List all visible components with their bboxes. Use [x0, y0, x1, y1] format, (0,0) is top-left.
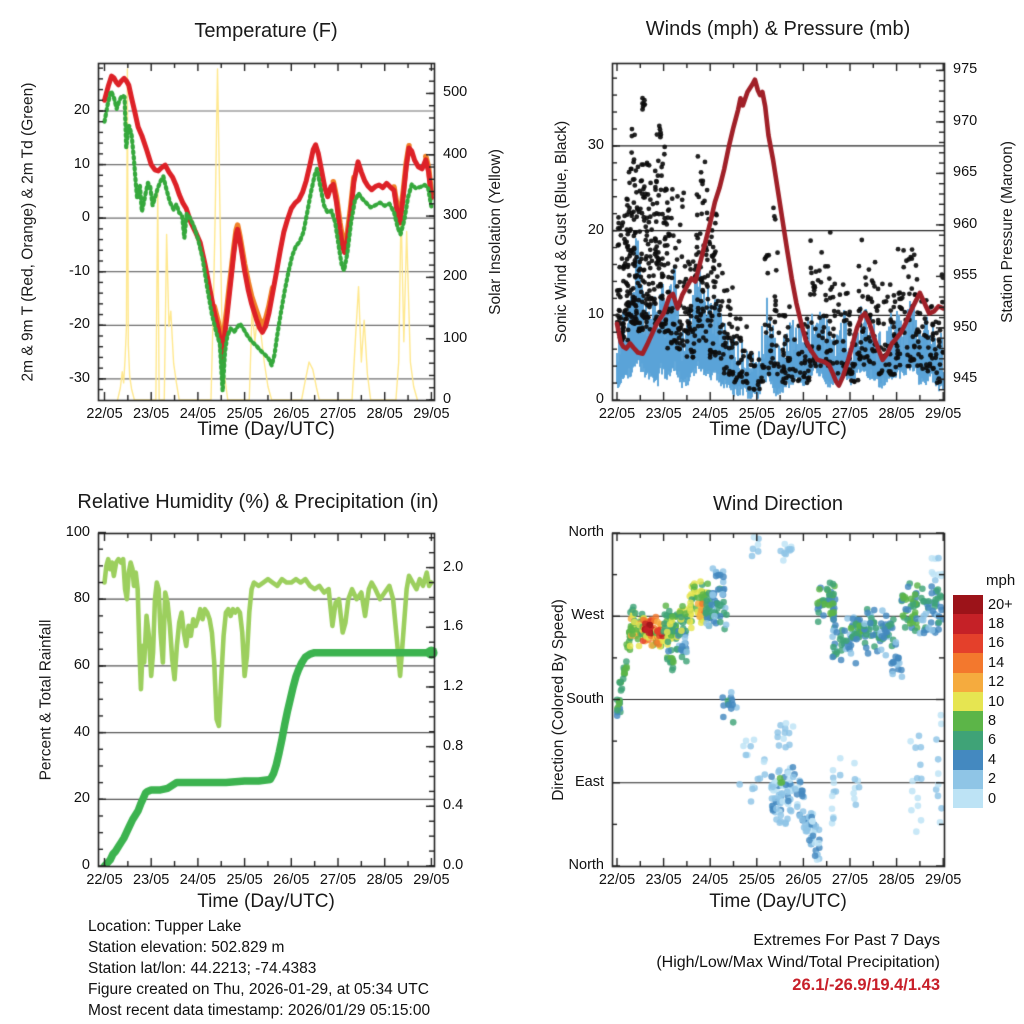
chart-title-wind-direction: Wind Direction [712, 493, 844, 515]
colorbar-segment [953, 789, 983, 808]
x-tick-label: 22/05 [86, 872, 123, 888]
x-axis-label-direction: Time (Day/UTC) [709, 891, 847, 912]
colorbar-title: mph [986, 572, 1016, 589]
x-tick-label: 26/05 [273, 872, 310, 888]
y-tick-label-temp: 0 [81, 209, 90, 226]
y-tick-label-percent: 60 [73, 656, 90, 673]
footer-timestamp: Most recent data timestamp: 2026/01/29 05:15:00 [88, 1002, 431, 1019]
extremes-line1: Extremes For Past 7 Days [753, 932, 940, 949]
colorbar-label: 4 [988, 751, 997, 768]
y-tick-label-pressure: 970 [953, 112, 978, 129]
colorbar-segment [953, 731, 983, 750]
y-tick-label-direction: North [568, 524, 604, 540]
x-tick-label: 24/05 [692, 406, 729, 422]
y-tick-label-temp: -30 [69, 369, 90, 386]
y-tick-label-solar: 100 [443, 329, 468, 346]
colorbar-segment [953, 614, 983, 633]
y-axis-label-rh-left [34, 533, 58, 866]
y-tick-label-temp: -10 [69, 262, 90, 279]
y-axis-label-temp-left [16, 63, 40, 400]
x-tick-label: 23/05 [133, 872, 170, 888]
y-tick-label-percent: 0 [81, 857, 90, 873]
y-tick-label-percent: 100 [65, 523, 90, 540]
extremes-values: 26.1/-26.9/19.4/1.43 [792, 976, 940, 994]
y-tick-label-rain: 0.0 [443, 857, 464, 873]
x-tick-label: 25/05 [226, 406, 263, 422]
colorbar-segment [953, 692, 983, 711]
y-tick-label-solar: 0 [443, 391, 452, 407]
colorbar-segment [953, 673, 983, 692]
x-tick-label: 24/05 [179, 406, 217, 422]
y-tick-label-pressure: 945 [953, 370, 978, 387]
x-tick-label: 24/05 [692, 872, 729, 888]
y-tick-label-solar: 500 [443, 84, 468, 101]
colorbar-segment [953, 711, 983, 730]
x-tick-label: 25/05 [738, 872, 775, 888]
x-tick-label: 29/05 [925, 872, 962, 888]
y-tick-label-percent: 40 [73, 723, 90, 740]
y-tick-label-solar: 200 [443, 268, 468, 285]
x-axis-label-rh: Time (Day/UTC) [197, 891, 335, 912]
x-axis-label-temperature: Time (Day/UTC) [197, 419, 335, 440]
y-axis-label-rh-left-text: Percent & Total Rainfall [37, 619, 55, 780]
chart-title-temperature: Temperature (F) [194, 20, 338, 42]
y-tick-label-pressure: 965 [953, 164, 978, 181]
colorbar [953, 595, 983, 808]
y-tick-label-pressure: 975 [953, 61, 978, 78]
x-tick-label: 29/05 [413, 406, 450, 422]
y-tick-label-solar: 300 [443, 207, 468, 224]
colorbar-label: 6 [988, 732, 997, 749]
x-tick-label: 24/05 [179, 872, 217, 888]
x-tick-label: 26/05 [785, 872, 822, 888]
footer-location: Location: Tupper Lake [88, 918, 242, 935]
x-tick-label: 26/05 [273, 406, 310, 422]
x-tick-label: 29/05 [413, 872, 450, 888]
y-axis-label-pressure-right [996, 63, 1020, 400]
x-tick-label: 22/05 [598, 872, 636, 888]
x-tick-label: 27/05 [319, 406, 357, 422]
y-tick-label-solar: 400 [443, 145, 468, 162]
colorbar-segment [953, 750, 983, 769]
x-tick-label: 29/05 [925, 406, 962, 422]
footer-created: Figure created on Thu, 2026-01-29, at 05:34 UTC [88, 981, 429, 998]
colorbar-label: 2 [988, 771, 997, 788]
y-axis-label-wind-left-text: Sonic Wind & Gust (Blue, Black) [553, 120, 570, 343]
y-tick-label-direction: West [571, 607, 604, 624]
y-tick-label-wind: 0 [595, 391, 604, 407]
y-tick-label-wind: 30 [587, 136, 604, 153]
x-tick-label: 28/05 [878, 406, 915, 422]
y-tick-label-rain: 1.6 [443, 618, 464, 635]
y-tick-label-pressure: 960 [953, 215, 978, 232]
y-tick-label-wind: 10 [587, 306, 604, 323]
chart-title-winds-pressure: Winds (mph) & Pressure (mb) [645, 18, 911, 40]
y-tick-label-temp: 10 [73, 155, 90, 172]
x-tick-label: 25/05 [738, 406, 775, 422]
y-tick-label-temp: 20 [73, 102, 90, 118]
colorbar-label: 14 [988, 654, 1005, 671]
y-axis-label-solar-right [484, 63, 508, 400]
station-footer [88, 916, 430, 1021]
colorbar-label: 8 [988, 712, 997, 729]
chart-title-rh-precip: Relative Humidity (%) & Precipitation (in) [77, 491, 439, 513]
footer-latlon: Station lat/lon: 44.2213; -74.4383 [88, 960, 317, 977]
y-tick-label-rain: 2.0 [443, 558, 464, 575]
y-tick-label-rain: 0.8 [443, 737, 464, 754]
x-tick-label: 22/05 [86, 406, 123, 422]
x-tick-label: 28/05 [878, 872, 915, 888]
y-tick-label-percent: 80 [73, 590, 90, 607]
extremes-block [656, 930, 940, 996]
y-tick-label-temp: -20 [69, 316, 90, 333]
y-tick-label-direction: East [574, 773, 604, 790]
colorbar-label: 0 [988, 790, 997, 807]
y-tick-label-wind: 20 [587, 221, 604, 238]
x-tick-label: 23/05 [133, 406, 170, 422]
x-tick-label: 27/05 [831, 872, 869, 888]
x-axis-label-winds: Time (Day/UTC) [709, 419, 847, 440]
colorbar-label: 20+ [988, 596, 1013, 613]
y-axis-label-pressure-right-text: Station Pressure (Maroon) [999, 140, 1016, 323]
extremes-line2: (High/Low/Max Wind/Total Precipitation) [656, 954, 940, 971]
colorbar-segment [953, 634, 983, 653]
x-tick-label: 23/05 [645, 406, 682, 422]
y-tick-label-pressure: 950 [953, 318, 978, 335]
colorbar-label: 10 [988, 693, 1005, 710]
x-tick-label: 25/05 [226, 872, 263, 888]
x-tick-label: 28/05 [366, 872, 403, 888]
y-axis-label-direction-left-text: Direction (Colored By Speed) [550, 598, 567, 801]
x-tick-label: 27/05 [831, 406, 869, 422]
y-tick-label-percent: 20 [73, 790, 90, 807]
x-tick-label: 28/05 [366, 406, 403, 422]
colorbar-label: 16 [988, 635, 1005, 652]
y-tick-label-direction: South [566, 690, 604, 707]
y-tick-label-pressure: 955 [953, 267, 978, 284]
x-tick-label: 22/05 [598, 406, 636, 422]
y-tick-label-rain: 0.4 [443, 797, 464, 814]
colorbar-segment [953, 770, 983, 789]
colorbar-segment [953, 595, 983, 614]
x-tick-label: 23/05 [645, 872, 682, 888]
y-axis-label-temp-left-text: 2m & 9m T (Red, Orange) & 2m Td (Green) [19, 82, 37, 381]
colorbar-segment [953, 653, 983, 672]
footer-elevation: Station elevation: 502.829 m [88, 939, 285, 956]
colorbar-label: 12 [988, 674, 1005, 691]
y-tick-label-rain: 1.2 [443, 677, 464, 694]
colorbar-label: 18 [988, 615, 1005, 632]
y-tick-label-direction: North [568, 857, 604, 873]
x-tick-label: 26/05 [785, 406, 822, 422]
y-axis-label-solar-right-text: Solar Insolation (Yellow) [487, 148, 504, 315]
x-tick-label: 27/05 [319, 872, 357, 888]
